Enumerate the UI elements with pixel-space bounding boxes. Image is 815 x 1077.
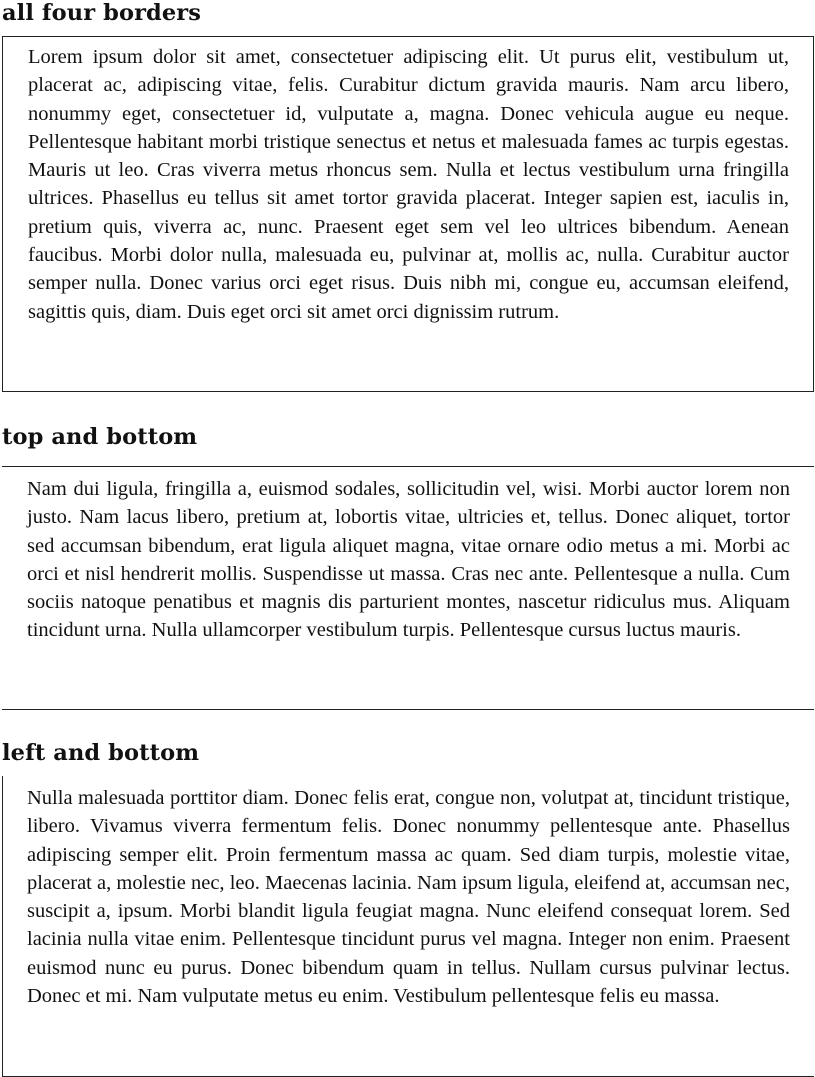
framed-box-all-four-borders: [2, 36, 814, 392]
paragraph-all-four-borders: Lorem ipsum dolor sit amet, consectetuer adipiscing elit. Ut purus elit, vestibulum ut, placerat ac, adipiscing vitae, felis. Curabitur dictum gravida mauris. Nam arcu libero, nonummy eget, consectetuer id, vulputate a, magna. Donec vehicula augue eu neque. Pellentesque habitant morbi tristique senectus et netus et malesuada fames ac turpis egestas. Mauris ut leo. Cras viverra metus rhoncus sem. Nulla et lectus vestibulum urna fringilla ultrices. Phasellus eu tellus sit amet tortor gravida placerat. Integer sapien est, iaculis in, pretium quis, viverra ac, nunc. Praesent eget sem vel leo ultrices bibendum. Aenean faucibus. Morbi dolor nulla, malesuada eu, pulvinar at, mollis ac, nulla. Curabitur auctor semper nulla. Donec varius orci eget risus. Duis nibh mi, congue eu, accumsan eleifend, sagittis quis, diam. Duis eget orci sit amet orci dignissim rutrum.: [28, 46, 789, 323]
section-title-all-four-borders: all four borders: [2, 0, 202, 26]
section-title-top-and-bottom: top and bottom: [2, 424, 198, 450]
section-title-left-and-bottom: left and bottom: [2, 740, 200, 766]
paragraph-left-and-bottom: Nulla malesuada porttitor diam. Donec felis erat, congue non, volutpat at, tincidunt tristique, libero. Vivamus viverra fermentum felis. Donec nonummy pellentesque ante. Phasellus adipiscing semper elit. Proin fermentum massa ac quam. Sed diam turpis, molestie vitae, placerat a, molestie nec, leo. Maecenas lacinia. Nam ipsum ligula, eleifend at, accumsan nec, suscipit a, ipsum. Morbi blandit ligula feugiat magna. Nunc eleifend consequat lorem. Sed lacinia nulla vitae enim. Pellentesque tincidunt purus vel magna. Integer non enim. Praesent euismod nunc eu purus. Donec bibendum quam in tellus. Nullam cursus pulvinar lectus. Donec et mi. Nam vulputate metus eu enim. Vestibulum pellentesque felis eu massa.: [27, 787, 790, 1008]
framed-box-left-and-bottom: [2, 776, 814, 1077]
framed-box-top-and-bottom: [2, 466, 814, 710]
paragraph-top-and-bottom: Nam dui ligula, fringilla a, euismod sodales, sollicitudin vel, wisi. Morbi auctor lorem non justo. Nam lacus libero, pretium at, lobortis vitae, ultricies et, tellus. Donec aliquet, tortor sed accumsan bibendum, erat ligula aliquet magna, vitae ornare odio metus a mi. Morbi ac orci et nisl hendrerit mollis. Suspendisse ut massa. Cras nec ante. Pellentesque a nulla. Cum sociis natoque penatibus et magnis dis parturient montes, nascetur ridiculus mus. Aliquam tincidunt urna. Nulla ullamcorper vestibulum turpis. Pellentesque cursus luctus mauris.: [27, 478, 790, 642]
